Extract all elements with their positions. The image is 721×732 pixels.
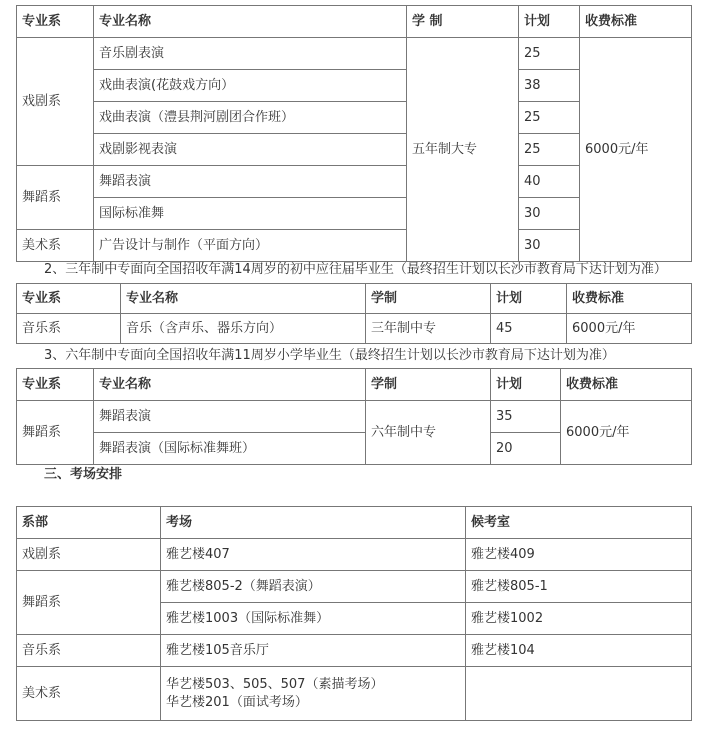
dept-cell: 舞蹈系 xyxy=(17,571,161,635)
plan-cell: 30 xyxy=(519,230,580,262)
header-fee: 收费标准 xyxy=(567,284,692,314)
major-cell: 戏曲表演（澧县荆河剧团合作班） xyxy=(94,102,407,134)
table-row xyxy=(17,571,692,603)
table-header-row xyxy=(17,284,692,314)
table-row xyxy=(17,314,692,344)
exam-room-cell: 雅艺楼805-2（舞蹈表演） xyxy=(161,571,466,603)
header-fee: 收费标准 xyxy=(561,369,692,401)
dept-cell: 戏剧系 xyxy=(17,38,94,166)
dept-cell: 美术系 xyxy=(17,667,161,721)
header-major: 专业名称 xyxy=(94,6,407,38)
caption-three-year-program: 2、三年制中专面向全国招收年满14周岁的初中应往届毕业生（最终招生计划以长沙市教育局下达计划为准） xyxy=(44,262,667,277)
plan-cell: 45 xyxy=(491,314,567,344)
waiting-room-cell: 雅艺楼805-1 xyxy=(466,571,692,603)
table-header-row xyxy=(17,6,692,38)
table-row xyxy=(17,539,692,571)
dept-cell: 音乐系 xyxy=(17,635,161,667)
duration-cell: 五年制大专 xyxy=(407,38,519,262)
dept-cell: 舞蹈系 xyxy=(17,166,94,230)
major-cell: 舞蹈表演 xyxy=(94,166,407,198)
exam-room-line: 华艺楼201（面试考场） xyxy=(166,694,308,710)
header-fee: 收费标准 xyxy=(580,6,692,38)
plan-cell: 20 xyxy=(491,433,561,465)
waiting-room-cell: 雅艺楼104 xyxy=(466,635,692,667)
waiting-room-cell: 雅艺楼409 xyxy=(466,539,692,571)
plan-cell: 38 xyxy=(519,70,580,102)
exam-arrangement-table xyxy=(16,506,692,721)
exam-room-cell: 雅艺楼105音乐厅 xyxy=(161,635,466,667)
plan-cell: 40 xyxy=(519,166,580,198)
header-dept: 专业系 xyxy=(17,6,94,38)
header-dept: 系部 xyxy=(17,507,161,539)
header-major: 专业名称 xyxy=(121,284,366,314)
fee-cell: 6000元/年 xyxy=(567,314,692,344)
six-year-program-table xyxy=(16,368,692,465)
header-plan: 计划 xyxy=(491,369,561,401)
plan-cell: 25 xyxy=(519,102,580,134)
three-year-program-table xyxy=(16,283,692,344)
table-row xyxy=(17,635,692,667)
dept-cell: 舞蹈系 xyxy=(17,401,94,465)
plan-cell: 25 xyxy=(519,38,580,70)
dept-cell: 音乐系 xyxy=(17,314,121,344)
major-cell: 音乐（含声乐、器乐方向） xyxy=(121,314,366,344)
header-plan: 计划 xyxy=(519,6,580,38)
exam-room-line: 华艺楼503、505、507（素描考场） xyxy=(166,676,384,692)
table-header-row xyxy=(17,369,692,401)
header-dept: 专业系 xyxy=(17,284,121,314)
duration-cell: 六年制中专 xyxy=(366,401,491,465)
exam-room-cell xyxy=(161,667,466,721)
major-cell: 国际标准舞 xyxy=(94,198,407,230)
table-row xyxy=(17,667,692,721)
fee-cell: 6000元/年 xyxy=(580,38,692,262)
header-duration: 学制 xyxy=(366,284,491,314)
waiting-room-cell xyxy=(466,667,692,721)
header-exam-room: 考场 xyxy=(161,507,466,539)
header-plan: 计划 xyxy=(491,284,567,314)
table-header-row xyxy=(17,507,692,539)
table-row xyxy=(17,38,692,70)
five-year-program-table xyxy=(16,5,692,262)
major-cell: 舞蹈表演（国际标准舞班） xyxy=(94,433,366,465)
header-waiting-room: 候考室 xyxy=(466,507,692,539)
caption-six-year-program: 3、六年制中专面向全国招收年满11周岁小学毕业生（最终招生计划以长沙市教育局下达计划为准） xyxy=(44,348,615,363)
major-cell: 音乐剧表演 xyxy=(94,38,407,70)
plan-cell: 30 xyxy=(519,198,580,230)
plan-cell: 35 xyxy=(491,401,561,433)
duration-cell: 三年制中专 xyxy=(366,314,491,344)
section-title-exam-arrangement: 三、考场安排 xyxy=(44,467,123,482)
table-row xyxy=(17,401,692,433)
major-cell: 广告设计与制作（平面方向） xyxy=(94,230,407,262)
header-major: 专业名称 xyxy=(94,369,366,401)
major-cell: 戏剧影视表演 xyxy=(94,134,407,166)
dept-cell: 美术系 xyxy=(17,230,94,262)
exam-room-cell: 雅艺楼1003（国际标准舞） xyxy=(161,603,466,635)
header-duration: 学制 xyxy=(366,369,491,401)
waiting-room-cell: 雅艺楼1002 xyxy=(466,603,692,635)
dept-cell: 戏剧系 xyxy=(17,539,161,571)
header-duration: 学 制 xyxy=(407,6,519,38)
major-cell: 舞蹈表演 xyxy=(94,401,366,433)
fee-cell: 6000元/年 xyxy=(561,401,692,465)
plan-cell: 25 xyxy=(519,134,580,166)
major-cell: 戏曲表演(花鼓戏方向） xyxy=(94,70,407,102)
header-dept: 专业系 xyxy=(17,369,94,401)
exam-room-cell: 雅艺楼407 xyxy=(161,539,466,571)
